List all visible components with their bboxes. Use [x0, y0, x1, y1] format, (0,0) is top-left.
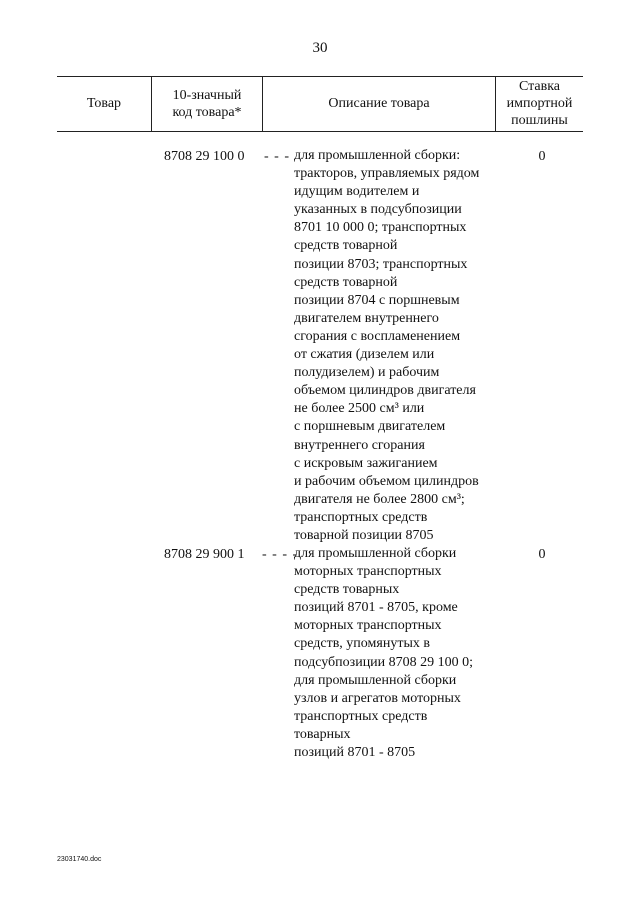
description-line: указанных в подсубпозиции — [294, 202, 462, 218]
description-line: товарной позиции 8705 — [294, 527, 434, 543]
description-line: для промышленной сборки — [294, 546, 457, 561]
description-line: полудизелем) и рабочим — [294, 365, 440, 381]
description-line: и рабочим объемом цилиндров — [294, 473, 479, 489]
description-line: средств, упомянутых в — [294, 636, 430, 652]
description-line: узлов и агрегатов моторных — [294, 690, 461, 706]
description-line: с искровым зажиганием — [294, 455, 438, 471]
description-line: внутреннего сгорания — [294, 437, 425, 453]
description-line: средств товарной — [294, 238, 398, 254]
goods-description — [294, 147, 519, 545]
description-line: 8701 10 000 0; транспортных — [294, 220, 467, 236]
description-line: позиции 8704 с поршневым — [294, 292, 460, 308]
goods-description — [294, 545, 519, 762]
duty-rate: 0 — [538, 547, 546, 562]
description-line: идущим водителем и — [294, 184, 420, 200]
page-number: 30 — [312, 40, 328, 56]
description-line: моторных транспортных — [294, 618, 442, 634]
description-line: сгорания с воспламенением — [294, 328, 461, 344]
description-line: от сжатия (дизелем или — [294, 347, 435, 363]
description-line: не более 2500 см³ или — [294, 401, 425, 417]
description-line: позиции 8703; транспортных — [294, 256, 468, 272]
hierarchy-dashes: - - - — [264, 149, 290, 164]
description-line: транспортных средств — [294, 509, 428, 525]
description-line: объемом цилиндров двигателя — [294, 383, 476, 399]
description-line: средств товарной — [294, 274, 398, 290]
description-line: для промышленной сборки — [294, 672, 457, 688]
header-goods: Товар — [86, 96, 122, 111]
description-line: с поршневым двигателем — [294, 419, 446, 435]
description-line: позиций 8701 - 8705 — [294, 745, 416, 761]
description-line: двигателя не более 2800 см³; — [294, 491, 465, 507]
table-header-bottom-rule — [57, 131, 583, 132]
description-line: моторных транспортных — [294, 564, 442, 580]
document-filename: 23031740.doc — [57, 856, 102, 863]
description-line: двигателем внутреннего — [294, 310, 439, 326]
description-line: позиций 8701 - 8705, кроме — [294, 600, 458, 616]
duty-rate: 0 — [538, 149, 546, 164]
description-line: транспортных средств — [294, 708, 428, 724]
goods-code: 8708 29 100 0 — [164, 149, 245, 164]
description-line: товарных — [294, 726, 351, 742]
hierarchy-dashes: - - - - — [262, 547, 299, 562]
header-rate: Ставка импортной пошлины — [506, 79, 573, 128]
header-code: 10-значный код товара* — [172, 87, 242, 120]
description-line: средств товарных — [294, 582, 400, 598]
description-line: для промышленной сборки: — [294, 148, 461, 163]
header-description: Описание товара — [328, 96, 430, 111]
description-line: подсубпозиции 8708 29 100 0; — [294, 654, 474, 670]
goods-code: 8708 29 900 1 — [164, 547, 245, 562]
description-line: тракторов, управляемых рядом — [294, 166, 480, 182]
